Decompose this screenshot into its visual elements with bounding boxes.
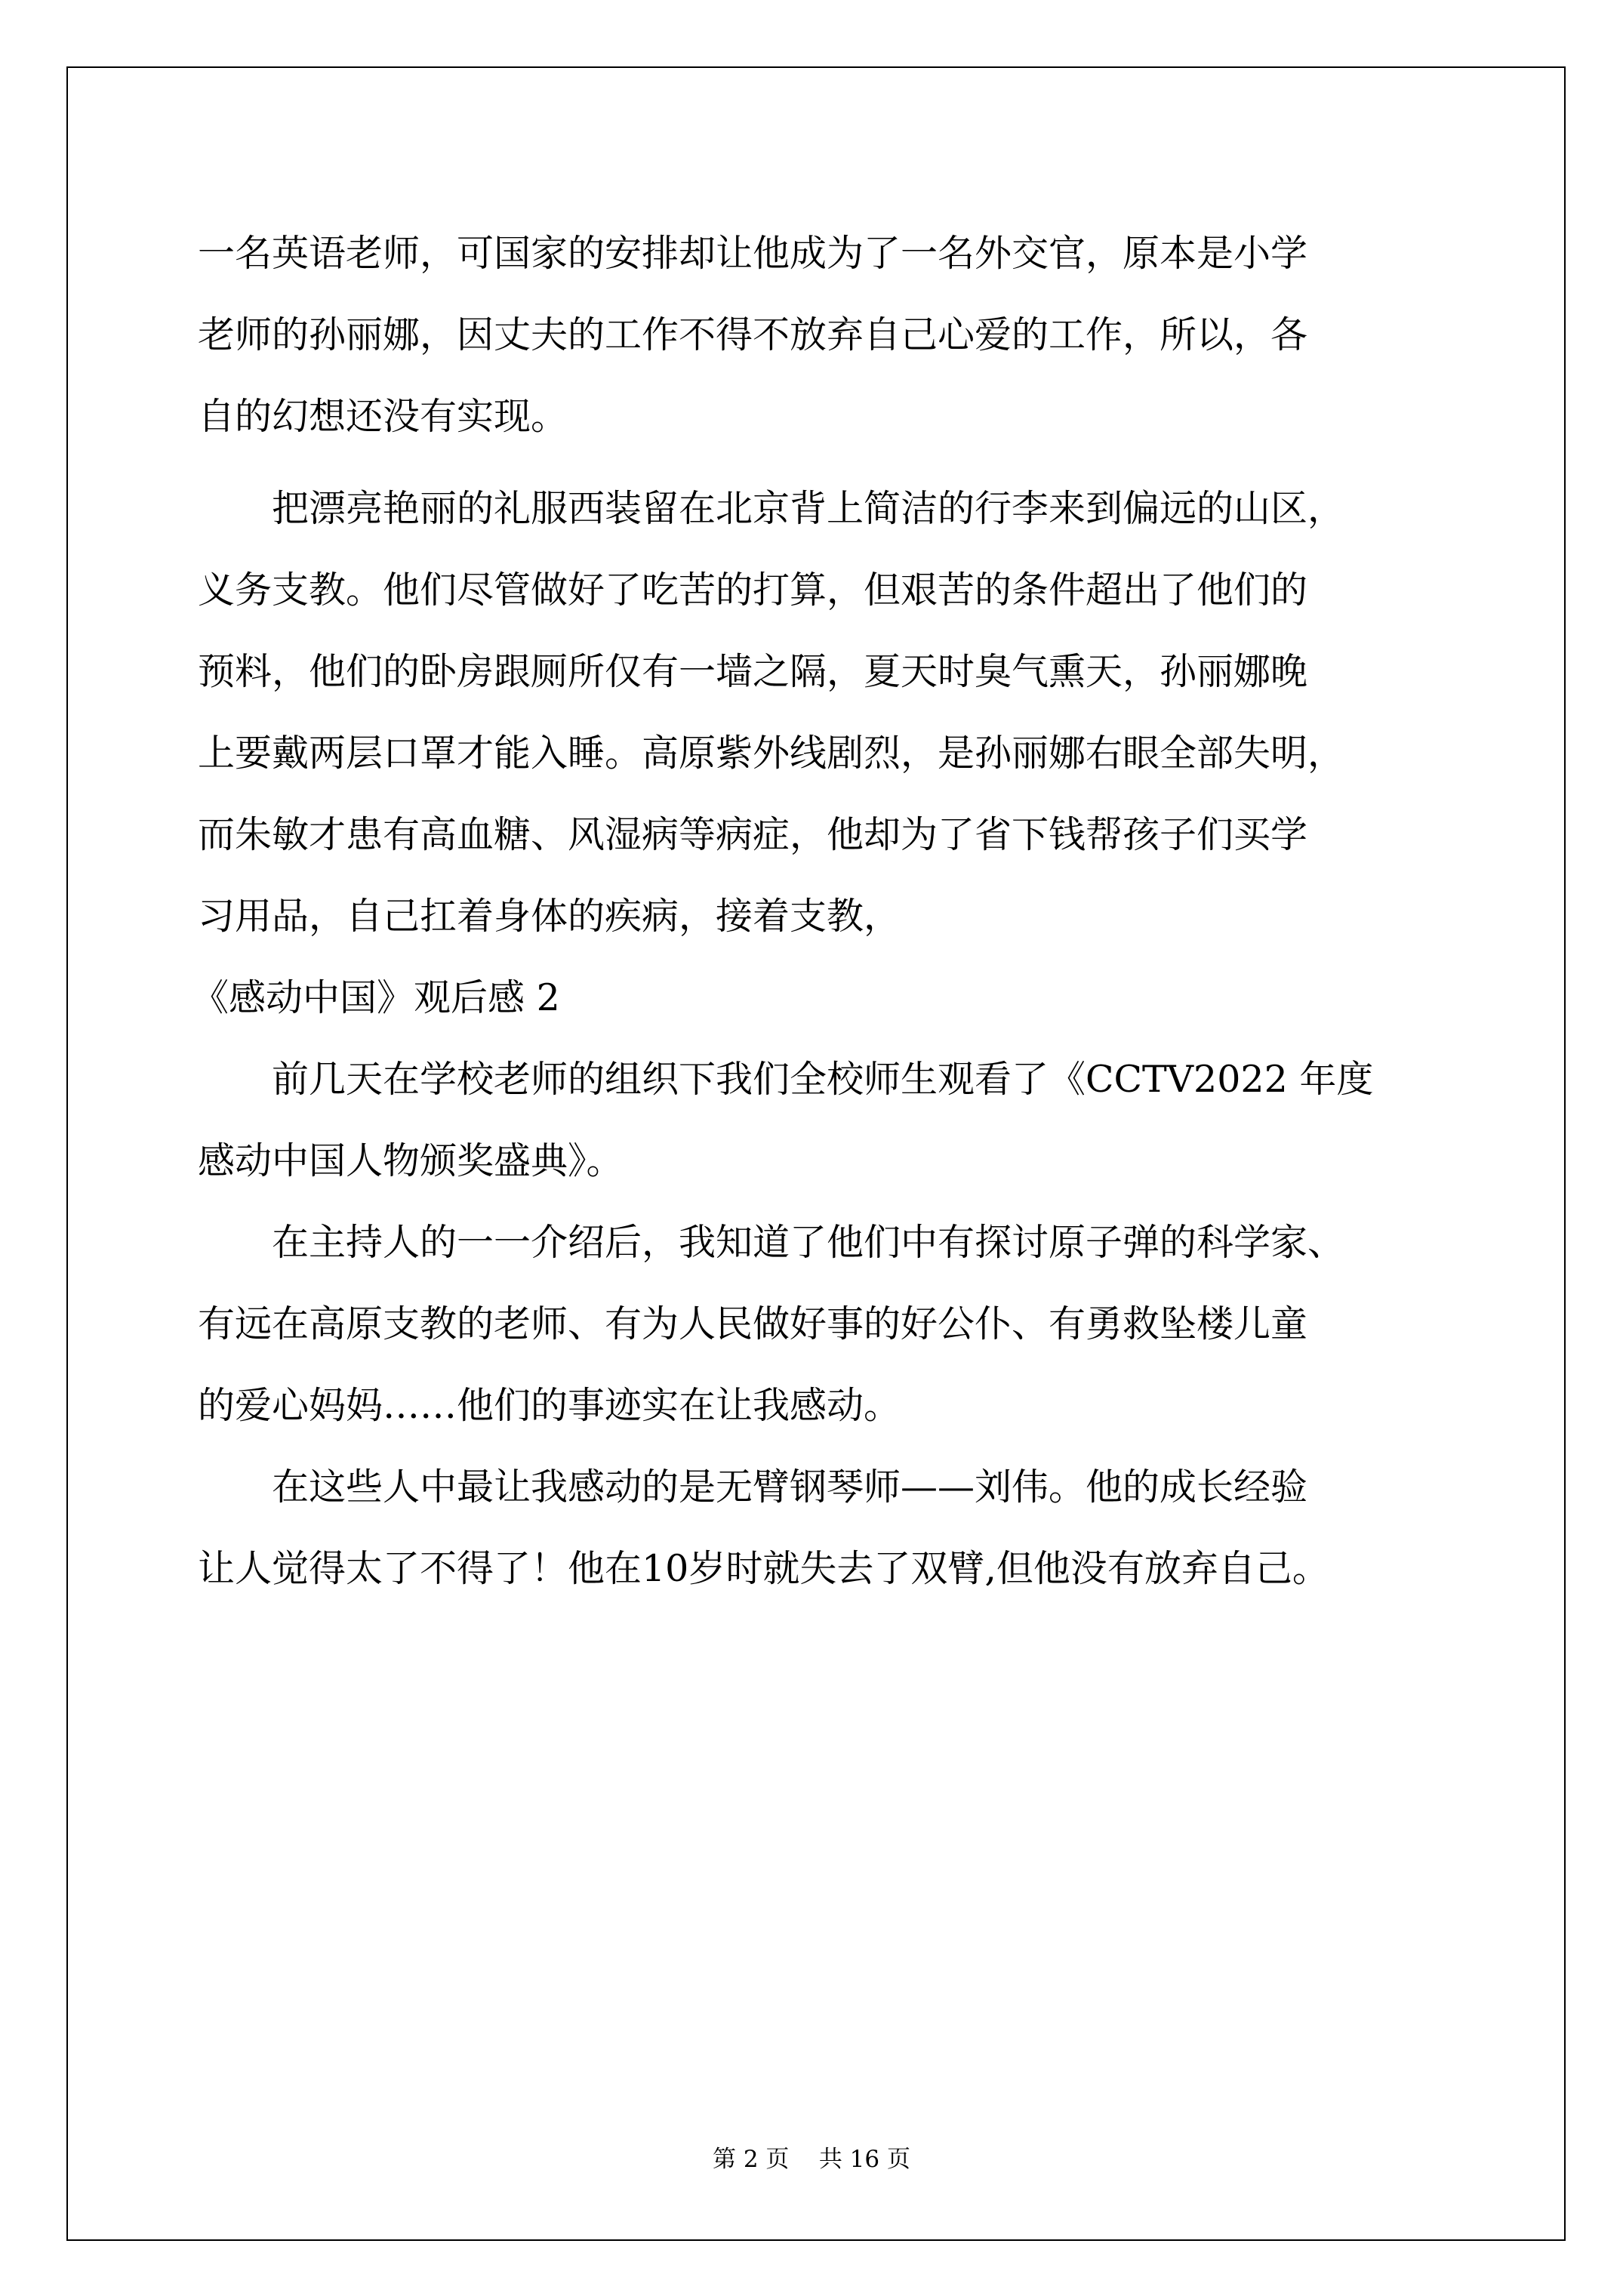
paragraph-gap	[198, 458, 1436, 468]
text-line: 而朱敏才患有高血糖、风湿病等病症，他却为了省下钱帮孩子们买学	[198, 813, 1308, 856]
text-line: 自的幻想还没有实现。	[198, 395, 568, 438]
text-line: 感动中国人物颁奖盛典》。	[198, 1139, 624, 1182]
text-line: 老师的孙丽娜，因丈夫的工作不得不放弃自己心爱的工作，所以，各	[198, 313, 1308, 356]
section-heading: 《感动中国》观后感 2	[192, 976, 560, 1019]
text-line: 在主持人的一一介绍后，我知道了他们中有探讨原子弹的科学家、	[198, 1221, 1345, 1264]
text-line: 上要戴两层口罩才能入睡。高原紫外线剧烈，是孙丽娜右眼全部失明，	[198, 732, 1345, 775]
document-body	[192, 213, 1436, 1610]
text-line: 义务支教。他们尽管做好了吃苦的打算，但艰苦的条件超出了他们的	[198, 569, 1308, 612]
text-line: 把漂亮艳丽的礼服西装留在北京背上简洁的行李来到偏远的山区，	[198, 487, 1345, 530]
text-line: 习用品，自己扛着身体的疾病，接着支教，	[198, 895, 901, 938]
text-line: 让人觉得太了不得了！他在10岁时就失去了双臂,但他没有放弃自己。	[198, 1547, 1329, 1590]
text-line: 在这些人中最让我感动的是无臂钢琴师——刘伟。他的成长经验	[198, 1465, 1308, 1509]
text-line: 有远在高原支教的老师、有为人民做好事的好公仆、有勇救坠楼儿童	[198, 1302, 1308, 1345]
page-footer: 第 2 页 共 16 页	[712, 2146, 910, 2173]
text-line: 前几天在学校老师的组织下我们全校师生观看了《CCTV2022 年度	[198, 1058, 1374, 1101]
text-line: 一名英语老师，可国家的安排却让他成为了一名外交官，原本是小学	[198, 232, 1308, 275]
text-line: 预料，他们的卧房跟厕所仅有一墙之隔，夏天时臭气熏天，孙丽娜晚	[198, 650, 1308, 693]
text-line: 的爱心妈妈……他们的事迹实在让我感动。	[198, 1384, 901, 1427]
